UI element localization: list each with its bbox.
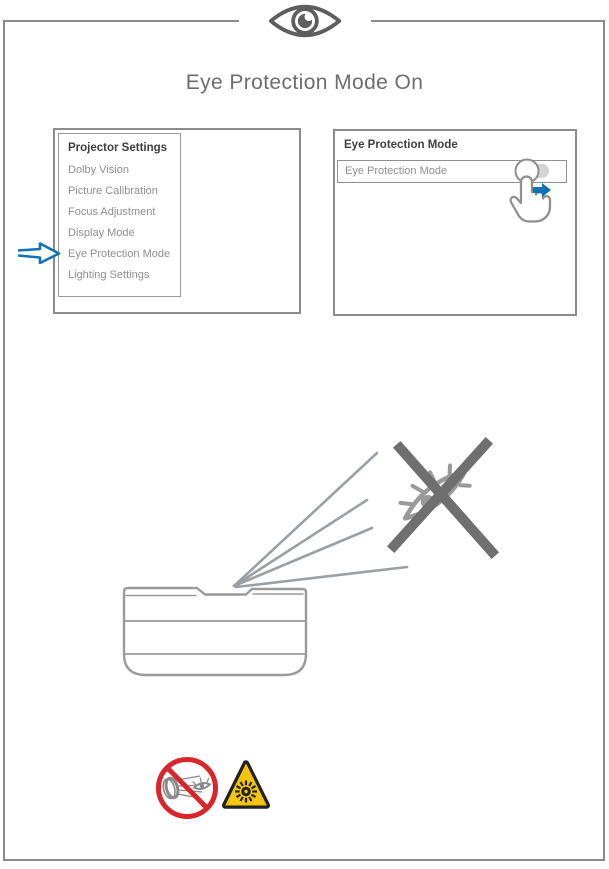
mode-row-label: Eye Protection Mode	[345, 165, 448, 177]
menu-item-picture-calibration: Picture Calibration	[68, 185, 158, 197]
settings-panel	[53, 128, 301, 314]
arrow-right-icon	[16, 242, 62, 264]
menu-item-display-mode: Display Mode	[68, 227, 135, 239]
settings-menu	[58, 133, 181, 297]
menu-item-lighting-settings: Lighting Settings	[68, 269, 150, 281]
mode-panel-title: Eye Protection Mode	[344, 139, 458, 151]
no-stare-into-beam-icon	[155, 756, 219, 820]
header-eye-badge	[239, 2, 371, 40]
mode-panel	[333, 129, 577, 316]
optical-radiation-warning-icon	[221, 758, 271, 812]
projector-beam-illustration	[100, 430, 510, 686]
projector-icon	[124, 588, 306, 675]
page-title: Eye Protection Mode On	[185, 71, 424, 94]
light-beams-icon	[234, 453, 407, 587]
cross-x-icon	[394, 444, 492, 552]
eye-icon	[265, 2, 345, 40]
menu-item-eye-protection-mode: Eye Protection Mode	[68, 248, 171, 260]
menu-item-dolby-vision: Dolby Vision	[68, 164, 129, 176]
settings-menu-items	[59, 160, 180, 286]
menu-item-focus-adjustment: Focus Adjustment	[68, 206, 156, 218]
settings-menu-title: Projector Settings	[68, 142, 168, 154]
tap-hand-icon	[511, 177, 550, 222]
toggle-gesture-group	[498, 155, 578, 233]
